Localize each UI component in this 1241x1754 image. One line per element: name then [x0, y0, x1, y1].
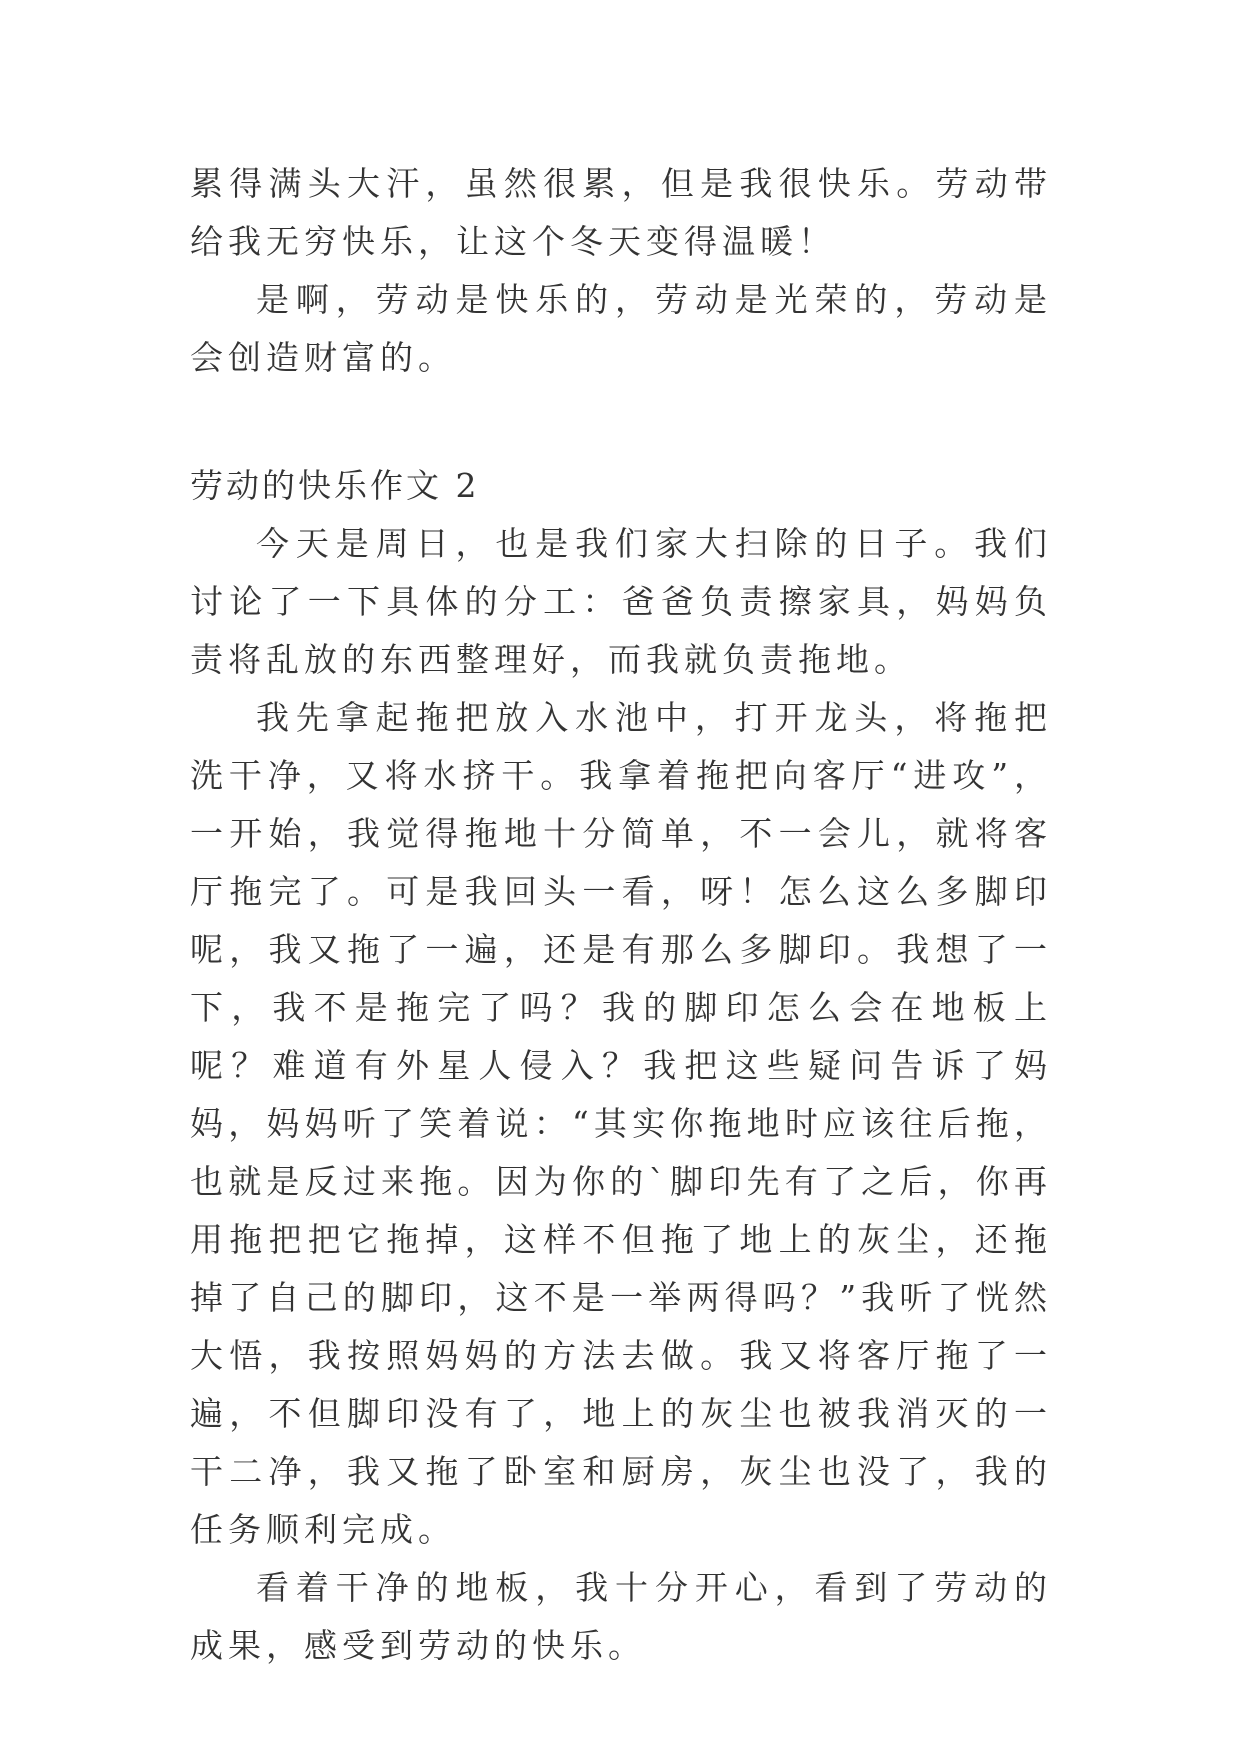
- paragraph-continued: 累得满头大汗，虽然很累，但是我很快乐。劳动带给我无穷快乐，让这个冬天变得温暖！: [190, 164, 1052, 261]
- paragraph: 今天是周日，也是我们家大扫除的日子。我们讨论了一下具体的分工：爸爸负责擦家具，妈妈负责将乱放的东西整理好，而我就负责拖地。: [190, 524, 1052, 679]
- paragraph: 看着干净的地板，我十分开心，看到了劳动的成果，感受到劳动的快乐。: [190, 1568, 1052, 1665]
- document-body: [190, 155, 1052, 1675]
- paragraph-conclusion: 是啊，劳动是快乐的，劳动是光荣的，劳动是会创造财富的。: [190, 280, 1052, 377]
- paragraph: 我先拿起拖把放入水池中，打开龙头，将拖把洗干净，又将水挤干。我拿着拖把向客厅“进攻”，一开始，我觉得拖地十分简单，不一会儿，就将客厅拖完了。可是我回头一看，呀！怎么这么多脚印呢，我又拖了一遍，还是有那么多脚印。我想了一下，我不是拖完了吗？我的脚印怎么会在地板上呢？难道有外星人侵入？我把这些疑问告诉了妈妈，妈妈听了笑着说：“其实你拖地时应该往后拖，也就是反过来拖。因为你的`脚印先有了之后，你再用拖把把它拖掉，这样不但拖了地上的灰尘，还拖掉了自己的脚印，这不是一举两得吗？”我听了恍然大悟，我按照妈妈的方法去做。我又将客厅拖了一遍，不但脚印没有了，地上的灰尘也被我消灭的一干二净，我又拖了卧室和厨房，灰尘也没了，我的任务顺利完成。: [190, 698, 1052, 1549]
- essay-heading: 劳动的快乐作文 2: [190, 466, 480, 505]
